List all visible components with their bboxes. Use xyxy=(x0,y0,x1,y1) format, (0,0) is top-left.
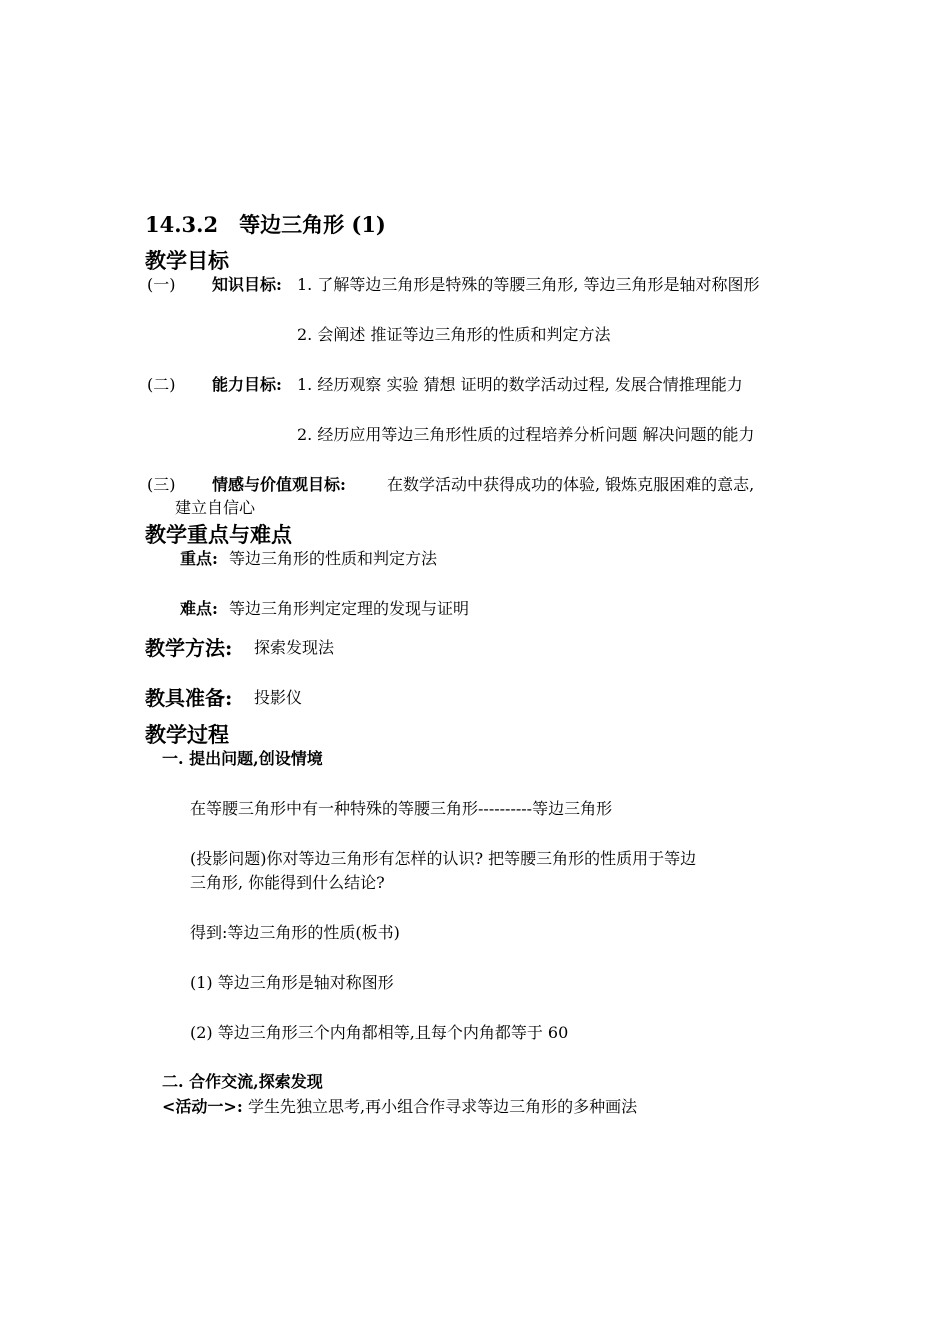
process-paragraph-5: (2) 等边三角形三个内角都相等,且每个内角都等于 60 xyxy=(190,1023,569,1042)
method-label: 教学方法: xyxy=(145,636,233,660)
tools-label: 教具准备: xyxy=(145,686,233,710)
process-paragraph-3: 得到:等边三角形的性质(板书) xyxy=(190,923,400,942)
ability-marker: (二) xyxy=(147,375,176,394)
knowledge-marker: (一) xyxy=(147,275,176,294)
knowledge-label: 知识目标: xyxy=(212,275,282,294)
activity-label: <活动一>: xyxy=(162,1097,243,1116)
ability-item-2: 2. 经历应用等边三角形性质的过程培养分析问题 解决问题的能力 xyxy=(297,425,755,444)
key-label: 重点: xyxy=(180,549,218,568)
step-1-title: 一. 提出问题,创设情境 xyxy=(162,749,323,768)
hard-label: 难点: xyxy=(180,599,218,618)
knowledge-item-1: 1. 了解等边三角形是特殊的等腰三角形, 等边三角形是轴对称图形 xyxy=(297,275,760,294)
hard-text: 等边三角形判定定理的发现与证明 xyxy=(229,599,470,618)
emotion-text-line-1: 在数学活动中获得成功的体验, 锻炼克服困难的意志, xyxy=(387,475,755,494)
page-title: 14.3.2 等边三角形 (1) xyxy=(145,212,386,237)
tools-text: 投影仪 xyxy=(254,688,303,707)
process-heading: 教学过程 xyxy=(145,722,229,747)
knowledge-item-2: 2. 会阐述 推证等边三角形的性质和判定方法 xyxy=(297,325,611,344)
emotion-marker: (三) xyxy=(147,475,176,494)
process-paragraph-1: 在等腰三角形中有一种特殊的等腰三角形----------等边三角形 xyxy=(190,799,613,818)
keypoints-heading: 教学重点与难点 xyxy=(145,522,292,547)
key-text: 等边三角形的性质和判定方法 xyxy=(229,549,438,568)
step-2-title: 二. 合作交流,探索发现 xyxy=(162,1072,323,1091)
emotion-text-line-2: 建立自信心 xyxy=(175,498,256,517)
ability-item-1: 1. 经历观察 实验 猜想 证明的数学活动过程, 发展合情推理能力 xyxy=(297,375,743,394)
method-text: 探索发现法 xyxy=(254,638,335,657)
activity-text: 学生先独立思考,再小组合作寻求等边三角形的多种画法 xyxy=(248,1097,638,1116)
objectives-heading: 教学目标 xyxy=(145,248,229,273)
process-paragraph-2-line-1: (投影问题)你对等边三角形有怎样的认识? 把等腰三角形的性质用于等边 xyxy=(190,849,697,868)
emotion-label: 情感与价值观目标: xyxy=(212,475,346,494)
process-paragraph-4: (1) 等边三角形是轴对称图形 xyxy=(190,973,394,992)
ability-label: 能力目标: xyxy=(212,375,282,394)
process-paragraph-2-line-2: 三角形, 你能得到什么结论? xyxy=(190,873,385,892)
